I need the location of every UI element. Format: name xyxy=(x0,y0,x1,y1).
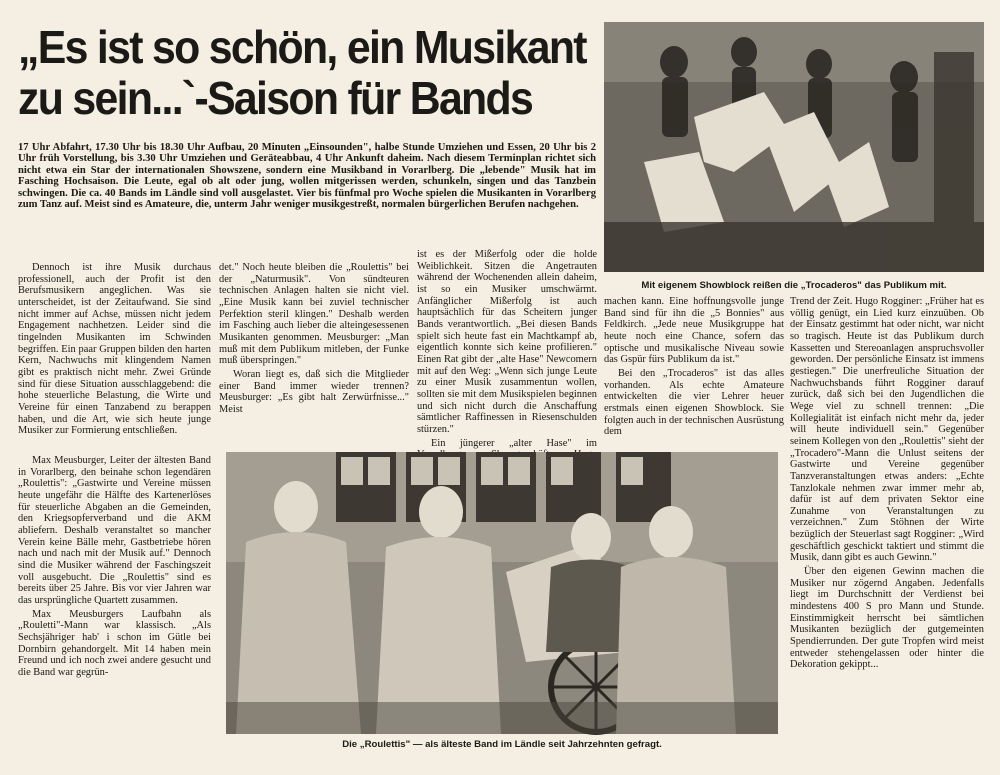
headline-line-1: „Es ist so schön, ein Musikant xyxy=(18,21,586,73)
roulettis-photo xyxy=(226,452,778,734)
trocaderos-photo xyxy=(604,22,984,272)
column-4-top xyxy=(604,296,784,447)
column-4-paragraph-2: Bei den „Trocaderos" ist das alles vorhanden. Als echte Amateure entwickelten die vier Lehrer heuer erstmals einen eigenen Showblock. Sie folgten auch in der technischen Ausrüstung dem xyxy=(604,367,784,438)
column-5 xyxy=(790,296,984,756)
column-2-top xyxy=(219,262,409,447)
top-photo-caption: Mit eigenem Showblock reißen die „Trocaderos" das Publikum mit. xyxy=(641,280,947,291)
column-4-paragraph-1: machen kann. Eine hoffnungsvolle junge Band sind für ihn die „5 Bonnies" aus Feldkirch. „Jede neue Musikgruppe hat heute noch eine Chance, sofern das optische und musikalische Niveau sowie das Gspür fürs Publikum da ist." xyxy=(604,296,784,366)
column-1-paragraph-3: Max Meusburgers Laufbahn als „Rouletti"-Mann war klassisch. „Als Sechsjähriger hab' i schon im Gütle bei Dornbirn gehandorgelt. Mit 14 haben mein Freund und ich noch zwei andere gesucht und die Band war gegrün- xyxy=(18,608,211,678)
column-5-paragraph-2: Über den eigenen Gewinn machen die Musiker nur zögernd Angaben. Jedenfalls liegt im Durchschnitt der Verdienst bei mindestens 400 S pro Mann und Stunde. Einstimmigkeit herrscht bei sämtlichen Musikanten bezüglich der gutgemeinten Spendierrunden. Der gute Tropfen wird meist entweder stehengelassen oder hinter die Dekoration gekippt... xyxy=(790,566,984,671)
column-1-top xyxy=(18,262,211,447)
column-2-paragraph-2: Woran liegt es, daß sich die Mitglieder einer Band immer wieder trennen? Meusburger: „Es gibt halt Zerwürfnisse..." Meist xyxy=(219,368,409,415)
column-1-paragraph-2: Max Meusburger, Leiter der ältesten Band in Vorarlberg, den beinahe schon legendären „Roulettis": „Gastwirte und Vereine müssen heute ungefähr die Hälfte des Kartenerlöses für steuerliche Abgaben an die Gemeinden, den Kriegsopferverband und die AKM abliefern. Deshalb veranstaltet so mancher Verein keine Bälle mehr, Gastbetriebe hören nach und nach mit der Musik auf." Dennoch sind die Musiker während der Faschingszeit voll ausgebucht. Die „Roulettis" sind es bereits über 25 Jahre. Bis vor vier Jahren war das ursprüngliche Quartett zusammen. xyxy=(18,455,211,606)
column-2-paragraph-1: det." Noch heute bleiben die „Roulettis" bei der „Naturmusik". Von sündteuren technischen Anlagen halten sie nicht viel. „Eine Musik kann bei zuviel technischer Perfektion steril klingen." Deshalb werden im Fasching auch lieber die alteingesessenen Musikanten genommen. Meusburger: „Man muß mit dem Publikum mitleben, der Funke muß überspringen." xyxy=(219,262,409,367)
column-3-paragraph-1: ist es der Mißerfolg oder die holde Weiblichkeit. Sitzen die Angetrauten während der Wochenenden allein daheim, ist so ein Musiker umschwärmt. Anfänglicher Mißerfolg ist auch hauptsächlich für das Scheitern junger Bands verantwortlich. „Bei diesen Bands spielt sich heute fast ein Machtkampf ab, eigentlich konnte sich keine profilieren." Einen Rat gibt der „alte Hase" Newcomern mit auf den Weg: „Wenn sich junge Leute zu einer Musik zusammentun wollen, sollten sie mit dem Musikspielen beginnen und sich nicht durch die Anschaffung sämtlicher Raffinessen in Riesenschulden stürzen." xyxy=(417,249,597,435)
headline xyxy=(18,21,586,124)
column-1-paragraph-1: Dennoch ist ihre Musik durchaus professionell, auch der Profit ist den Berufsmusikern angeglichen. Was sie unterscheidet, ist der Zeitaufwand. Sie sind nicht immer auf Achse, müssen nicht jedem Engagement nachhetzen. Leider sind die tingelnden Musikanten im Schwinden begriffen. Ein paar Gruppen bilden den harten Kern, Nachwuchs mit klingendem Namen gibt es praktisch nicht mehr. Zwei Gründe sind für diese Situation ausschlaggebend: die hohe steuerliche Belastung, die Wirte und Vereine für einen Tanzabend zu berappen haben, und die Art, wie sich heute junge Musiker zur Formierung entschließen. xyxy=(18,262,211,437)
column-5-paragraph-1: Trend der Zeit. Hugo Rogginer: „Früher hat es völlig genügt, ein Lied kurz einzuüben. Ob der Einsatz gestimmt hat oder nicht, war nicht so tragisch. Heute ist das Publikum durch Kassetten und Stereoanlagen anspruchsvoller geworden. Der persönliche Einsatz ist immens gestiegen." Die unerfreuliche Situation der Nachwuchsbands führt Rogginer darauf zurück, daß sich bei den Jugendlichen die Wege viel zu schnell trennen: „Die Kollegialität ist einfach nicht mehr da, jeder will heute individuell sein." Gegenüber seinem Kollegen von den „Roulettis" sieht der „Trocadero"-Mann die Unlust seitens der Gastwirte und Vereine gegenüber Tanzveranstaltungen etwas anders: „Echte Tanzlokale nehmen zwar immer mehr ab, dafür ist auf dem privaten Sektor eine Zunahme von Veranstaltungen zu verzeichnen." Zum Stöhnen der Wirte bezüglich der Steuerlast sagt Rogginer: „Wird geschäftlich geschickt taktiert und stimmt die Musik, dann gibt es auch Gewinn." xyxy=(790,296,984,564)
lead-paragraph: 17 Uhr Abfahrt, 17.30 Uhr bis 18.30 Uhr Aufbau, 20 Minuten „Einsounden", halbe Stunde Umziehen und Essen, 20 Uhr bis 2 Uhr früh Vorstellung, bis 3.30 Uhr Umziehen und Geräteabbau, 4 Uhr Ankunft daheim. Nach diesem Terminplan richtet sich nicht etwa ein Star der internationalen Showszene, sondern eine Musikband in Vorarlberg. Die „lebende" Musik hat im Fasching Hochsaison. Die Leute, egal ob alt oder jung, wollen mitgerissen werden, schunkeln, singen und das Tanzbein schwingen. Die ca. 40 Bands im Ländle sind voll ausgelastet. Vier bis fünfmal pro Woche spielen die Musikanten in Vorarlberg zum Tanz auf. Meist sind es Amateure, die, unterm Jahr weniger musikgestreßt, normalen bürgerlichen Berufen nachgehen. xyxy=(18,142,596,211)
bottom-photo-caption: Die „Roulettis" — als älteste Band im Ländle seit Jahrzehnten gefragt. xyxy=(342,739,662,750)
column-3-top xyxy=(417,249,597,447)
column-3-paragraph-2: Ein jüngerer „alter Hase" im xyxy=(431,437,597,449)
column-1-bottom xyxy=(18,455,211,753)
headline-line-2: zu sein...`-Saison für Bands xyxy=(18,72,533,124)
